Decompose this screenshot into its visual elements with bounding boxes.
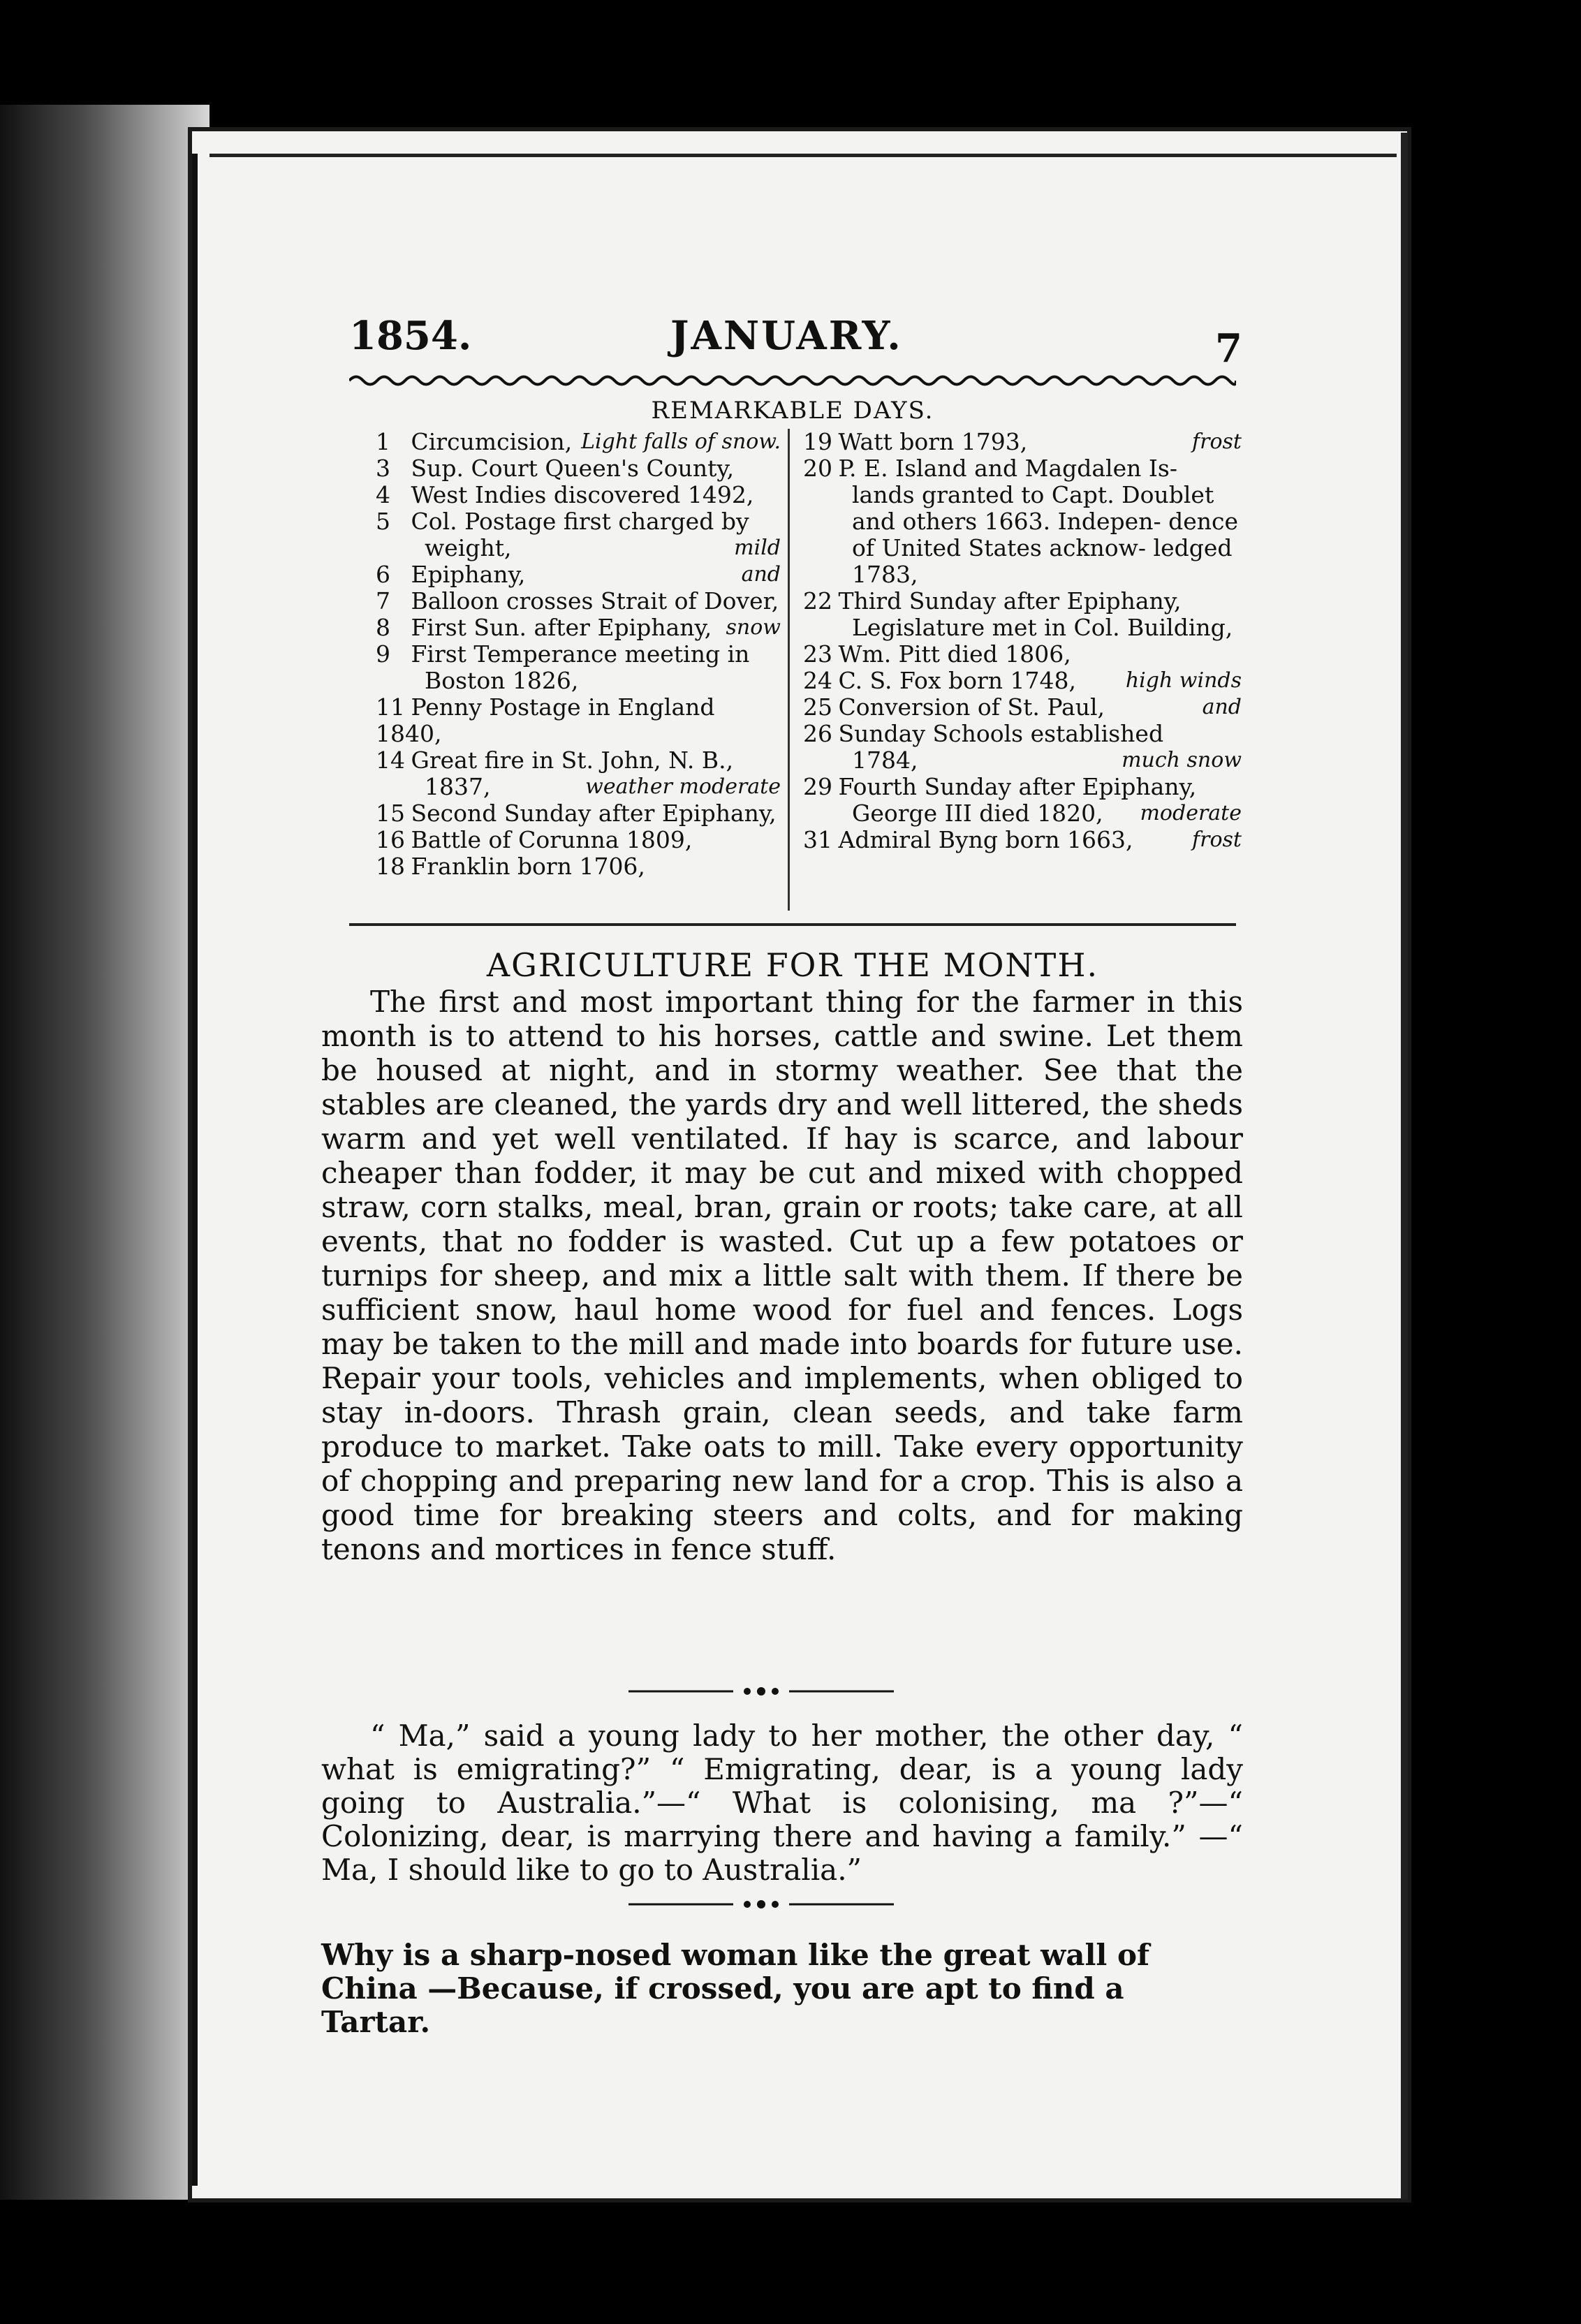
remarkable-days-right-column bbox=[803, 429, 1242, 853]
remarkable-day-entry bbox=[376, 694, 781, 747]
day-event-continued: George III died 1820, moderate bbox=[852, 800, 1242, 827]
remarkable-days-table bbox=[376, 429, 1242, 911]
weather-note: high winds bbox=[1125, 668, 1242, 693]
weather-note: Light falls of snow. bbox=[581, 429, 781, 454]
day-event: C. S. Fox born 1748, bbox=[831, 667, 1076, 694]
riddle-paragraph: Why is a sharp-nosed woman like the great wall of China —Because, if crossed, you are apt to find a Tartar. bbox=[321, 1938, 1150, 2039]
remarkable-day-entry bbox=[376, 641, 781, 694]
day-number: 23 bbox=[803, 640, 832, 668]
remarkable-day-entry bbox=[376, 561, 781, 588]
day-number: 29 bbox=[803, 773, 832, 800]
day-number: 8 bbox=[376, 614, 390, 641]
day-number: 5 bbox=[376, 508, 390, 535]
remarkable-day-entry bbox=[376, 853, 781, 880]
day-event: West Indies discovered 1492, bbox=[404, 481, 754, 508]
page-number: 7 bbox=[1215, 325, 1242, 372]
day-number: 9 bbox=[376, 640, 390, 668]
remarkable-days-left-column bbox=[376, 429, 781, 880]
weather-note: snow bbox=[726, 615, 781, 640]
day-event: Third Sunday after Epiphany, bbox=[831, 587, 1182, 615]
ornament-divider bbox=[628, 1684, 894, 1698]
remarkable-day-entry bbox=[376, 588, 781, 615]
day-number: 19 bbox=[803, 428, 832, 455]
day-number: 20 bbox=[803, 455, 832, 482]
weather-note: much snow bbox=[1122, 748, 1242, 772]
day-event: Penny Postage in England 1840, bbox=[376, 693, 715, 747]
day-event: Second Sunday after Epiphany, bbox=[404, 800, 777, 827]
ornament-divider bbox=[628, 1897, 894, 1911]
remarkable-day-entry bbox=[803, 668, 1242, 694]
day-number: 6 bbox=[376, 561, 390, 588]
day-event-continued: lands granted to Capt. Doublet and others 1663. Indepen- dence of United States acknow- ledged 1783, bbox=[852, 481, 1239, 588]
remarkable-day-entry bbox=[803, 827, 1242, 853]
day-event-continued: weight, mild bbox=[425, 534, 781, 561]
remarkable-day-entry bbox=[803, 721, 1242, 774]
day-event: First Temperance meeting in bbox=[404, 640, 750, 668]
day-event: Battle of Corunna 1809, bbox=[404, 826, 693, 853]
page-border-top bbox=[209, 154, 1397, 157]
remarkable-day-entry bbox=[803, 429, 1242, 455]
day-event: Fourth Sunday after Epiphany, bbox=[831, 773, 1197, 800]
remarkable-day-entry bbox=[803, 641, 1242, 668]
day-event: P. E. Island and Magdalen Is- bbox=[831, 455, 1177, 482]
header-year: 1854. bbox=[349, 313, 472, 359]
day-number: 16 bbox=[376, 826, 405, 853]
day-event: Sup. Court Queen's County, bbox=[404, 455, 735, 482]
day-event: First Sun. after Epiphany, bbox=[404, 614, 712, 641]
agriculture-title: AGRICULTURE FOR THE MONTH. bbox=[486, 946, 1099, 984]
day-number: 26 bbox=[803, 720, 832, 747]
day-event: Franklin born 1706, bbox=[404, 853, 645, 880]
day-event: Watt born 1793, bbox=[831, 428, 1028, 455]
day-number: 14 bbox=[376, 747, 405, 774]
day-number: 15 bbox=[376, 800, 405, 827]
day-event-continued: Legislature met in Col. Building, bbox=[852, 614, 1233, 641]
section-rule bbox=[349, 923, 1236, 926]
day-number: 7 bbox=[376, 587, 390, 615]
agriculture-paragraph: The first and most important thing for the farmer in this month is to attend to his horses, cattle and swine. Let them be housed at night, and in stormy weather. See that the stables are cleaned, the yards dry and well littered, the sheds warm and yet well ventilated. If hay is scarce, and labour cheaper than fodder, it may be cut and mixed with chopped straw, corn stalks, meal, bran, grain or roots; take care, at all events, that no fodder is wasted. Cut up a few potatoes or turnips for sheep, and mix a little salt with them. If there be sufficient snow, haul home wood for fuel and fences. Logs may be taken to the mill and made into boards for future use. Repair your tools, vehicles and implements, when obliged to stay in-doors. Thrash grain, clean seeds, and take farm produce to market. Take oats to mill. Take every opportunity of chopping and preparing new land for a crop. This is also a good time for breaking steers and colts, and for making tenons and mortices in fence stuff. bbox=[321, 985, 1243, 1566]
remarkable-day-entry bbox=[376, 482, 781, 508]
day-event: Sunday Schools established bbox=[831, 720, 1164, 747]
day-number: 11 bbox=[376, 693, 405, 721]
page-border-right bbox=[1401, 133, 1408, 2200]
column-divider bbox=[788, 429, 790, 911]
day-number: 3 bbox=[376, 455, 390, 482]
remarkable-day-entry bbox=[376, 615, 781, 641]
remarkable-day-entry bbox=[376, 508, 781, 561]
day-number: 4 bbox=[376, 481, 390, 508]
header-month: JANUARY. bbox=[670, 313, 903, 359]
remarkable-day-entry bbox=[376, 429, 781, 455]
weather-note: frost bbox=[1192, 429, 1242, 454]
weather-note: and bbox=[741, 562, 781, 587]
remarkable-days-title: REMARKABLE DAYS. bbox=[651, 397, 934, 425]
remarkable-day-entry bbox=[803, 455, 1242, 588]
remarkable-day-entry bbox=[803, 588, 1242, 641]
day-event-continued: Boston 1826, bbox=[425, 667, 579, 694]
remarkable-day-entry bbox=[376, 455, 781, 482]
day-number: 22 bbox=[803, 587, 832, 615]
anecdote-paragraph: “ Ma,” said a young lady to her mother, the other day, “ what is emigrating?” “ Emigrating, dear, is a young lady going to Australia.”—“ What is colonising, ma ?”—“ Colonizing, dear, is marrying there and having a family.” —“ Ma, I should like to go to Australia.” bbox=[321, 1719, 1243, 1887]
day-event: Circumcision, bbox=[404, 428, 573, 455]
day-event: Balloon crosses Strait of Dover, bbox=[404, 587, 779, 615]
day-number: 25 bbox=[803, 693, 832, 721]
day-number: 18 bbox=[376, 853, 405, 880]
day-event: Great fire in St. John, N. B., bbox=[404, 747, 734, 774]
day-event: Conversion of St. Paul, bbox=[831, 693, 1105, 721]
remarkable-day-entry bbox=[803, 694, 1242, 721]
day-event: Wm. Pitt died 1806, bbox=[831, 640, 1071, 668]
day-number: 1 bbox=[376, 428, 390, 455]
page-border-left bbox=[192, 154, 198, 2186]
wavy-rule bbox=[349, 372, 1236, 390]
day-event-continued: 1784, much snow bbox=[852, 747, 1242, 774]
weather-note: frost bbox=[1192, 828, 1242, 852]
remarkable-day-entry bbox=[803, 774, 1242, 827]
day-event: Epiphany, bbox=[404, 561, 526, 588]
day-event: Admiral Byng born 1663, bbox=[831, 826, 1133, 853]
remarkable-day-entry bbox=[376, 827, 781, 853]
remarkable-day-entry bbox=[376, 747, 781, 800]
weather-note: moderate bbox=[1140, 801, 1242, 825]
weather-note: mild bbox=[734, 536, 781, 560]
day-number: 31 bbox=[803, 826, 832, 853]
weather-note: weather moderate bbox=[585, 774, 781, 799]
remarkable-day-entry bbox=[376, 800, 781, 827]
weather-note: and bbox=[1202, 695, 1242, 719]
day-event-continued: 1837, weather moderate bbox=[425, 773, 781, 800]
day-event: Col. Postage first charged by bbox=[404, 508, 749, 535]
adjacent-page-edge bbox=[0, 105, 209, 2200]
day-number: 24 bbox=[803, 667, 832, 694]
